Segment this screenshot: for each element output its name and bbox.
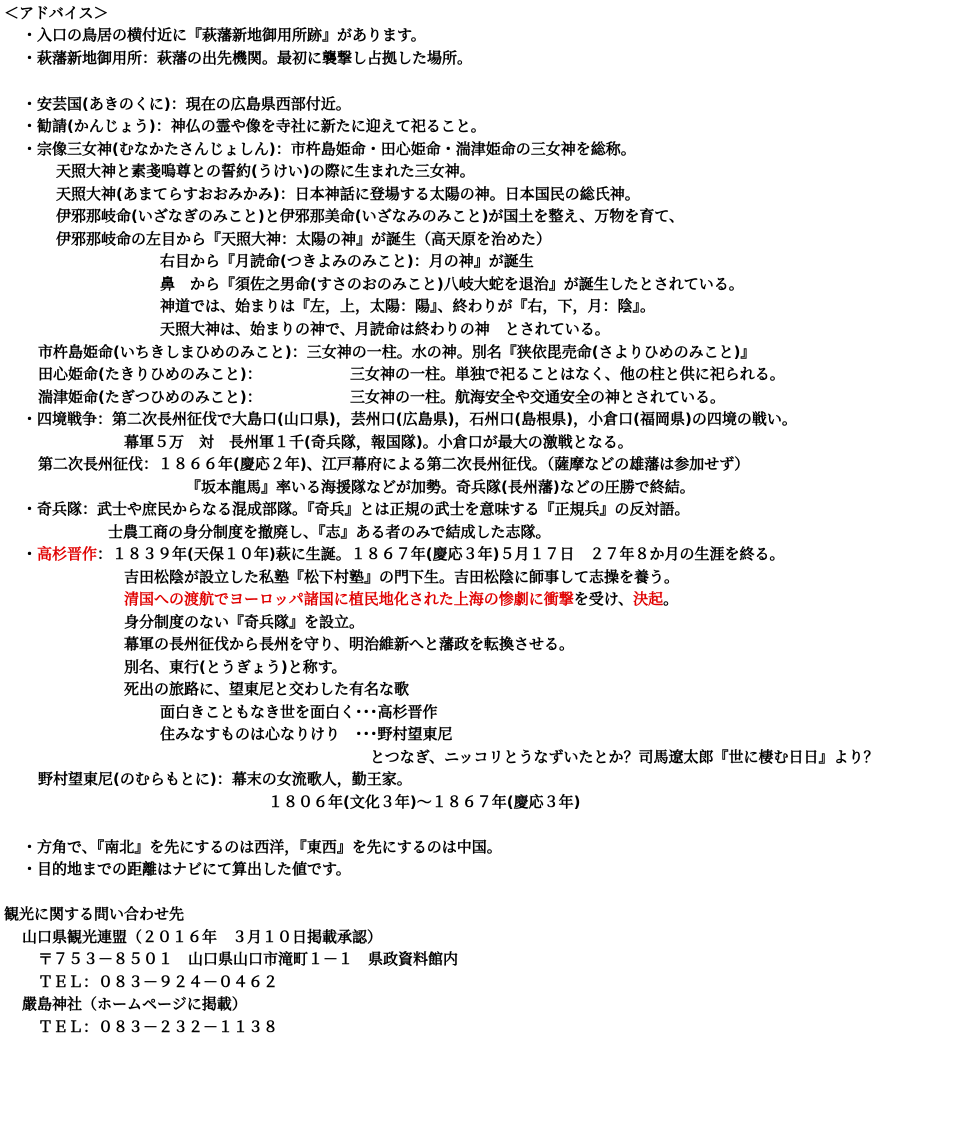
contact-org: 山口県観光連盟（２０１６年 ３月１０日掲載承認）: [22, 928, 383, 946]
advice-line: 湍津姫命(たぎつひめのみこと)：: [38, 388, 262, 406]
contact-address: 〒７５３－８５０１ 山口県山口市滝町１－１ 県政資料館内: [38, 950, 459, 968]
contact-org: 嚴島神社（ホームページに掲載）: [22, 995, 247, 1013]
takasugi-name: 高杉晋作: [37, 545, 98, 563]
advice-line: 天照大神は、始まりの神で、月読命は終わりの神 とされている。: [160, 320, 610, 338]
advice-line: ・四境戦争：第二次長州征伐で大島口(山口県)，芸州口(広島県)，石州口(島根県)，小倉口(福岡県)の四境の戦い。: [22, 410, 797, 428]
advice-line: 幕軍の長州征伐から長州を守り、明治維新へと藩政を転換させる。: [124, 635, 575, 653]
highlight-line: [124, 588, 678, 610]
advice-line: ・勧請(かんじょう)：神仏の霊や像を寺社に新たに迎えて祀ること。: [22, 117, 486, 135]
advice-line: 伊邪那岐命の左目から『天照大神：太陽の神』が誕生（高天原を治めた）: [56, 230, 552, 248]
contact-tel: ＴＥＬ：０８３－２３２－１１３８: [38, 1018, 279, 1036]
advice-line: 死出の旅路に、望東尼と交わした有名な歌: [124, 680, 410, 698]
advice-line: ・目的地までの距離はナビにて算出した値です。: [22, 860, 351, 878]
poem-line: 面白きこともなき世を面白く･･･高杉晋作: [160, 703, 438, 721]
takasugi-line: [22, 543, 784, 565]
advice-line: ・方角で、『南北』を先にするのは西洋，『東西』を先にするのは中国。: [22, 838, 502, 856]
advice-line: 天照大神と素戔嗚尊との誓約(うけい)の際に生まれた三女神。: [56, 162, 475, 180]
advice-line: 神道では、始まりは『左，上，太陽：陽』、終わりが『右，下，月：陰』。: [160, 297, 656, 315]
advice-line: ・萩藩新地御用所：萩藩の出先機関。最初に襲撃し占拠した場所。: [22, 49, 473, 67]
advice-line: 『坂本龍馬』率いる海援隊などが加勢。奇兵隊(長州藩)などの圧勝で終結。: [186, 478, 695, 496]
advice-line: とつなぎ、ニッコリとうなずいたとか？司馬遼太郎『世に棲む日日』より？: [370, 748, 879, 766]
advice-line: ・入口の鳥居の横付近に『萩藩新地御用所跡』があります。: [22, 26, 426, 44]
poem-line: 住みなすものは心なりけり ･･･野村望東尼: [160, 725, 453, 743]
advice-line: ・安芸国(あきのくに)：現在の広島県西部付近。: [22, 95, 351, 113]
advice-line: 第二次長州征伐：１８６６年(慶応２年)、江戸幕府による第二次長州征伐。（薩摩などの雄藩は参加せず）: [38, 455, 750, 473]
highlight-text: 清国への渡航でヨーロッパ諸国に植民地化された上海の惨劇に衝撃: [124, 590, 574, 608]
advice-line: 鼻 から『須佐之男命(すさのおのみこと)八岐大蛇を退治』が誕生したとされている。: [160, 275, 744, 293]
advice-line: 伊邪那岐命(いざなぎのみこと)と伊邪那美命(いざなみのみこと)が国土を整え、万物を育て、: [56, 207, 685, 225]
takasugi-bio: ：１８３９年(天保１０年)萩に生誕。１８６７年(慶応３年)５月１７日 ２７年８か月の生涯を終る。: [97, 545, 785, 563]
advice-line: 天照大神(あまてらすおおみかみ)：日本神話に登場する太陽の神。日本国民の総氏神。: [56, 185, 640, 203]
advice-line: 三女神の一柱。航海安全や交通安全の神とされている。: [350, 388, 726, 406]
advice-line: 三女神の一柱。単独で祀ることはなく、他の柱と供に祀られる。: [350, 365, 785, 383]
advice-heading: ＜アドバイス＞: [4, 4, 109, 22]
plain-text: 。: [663, 590, 679, 608]
advice-line: 右目から『月読命(つきよみのみこと)：月の神』が誕生: [160, 252, 534, 270]
advice-line: １８０６年(文化３年)～１８６７年(慶応３年): [268, 793, 581, 811]
advice-line: 市杵島姫命(いちきしまひめのみこと)：三女神の一柱。水の神。別名『狭依毘売命(さよりひめのみこと)』: [38, 343, 756, 361]
advice-line: ・宗像三女神(むなかたさんじょしん)：市杵島姫命・田心姫命・湍津姫命の三女神を総称。: [22, 140, 636, 158]
advice-line: 別名、東行(とうぎょう)と称す。: [124, 658, 347, 676]
advice-line: 田心姫命(たきりひめのみこと)：: [38, 365, 262, 383]
highlight-text: 決起: [633, 590, 664, 608]
contact-heading: 観光に関する問い合わせ先: [4, 905, 185, 923]
advice-line: 吉田松陰が設立した私塾『松下村塾』の門下生。吉田松陰に師事して志操を養う。: [124, 568, 680, 586]
contact-tel: ＴＥＬ：０８３－９２４－０４６２: [38, 973, 279, 991]
advice-line: 野村望東尼(のむらもとに)：幕末の女流歌人，勤王家。: [38, 770, 412, 788]
advice-line: 身分制度のない『奇兵隊』を設立。: [124, 613, 365, 631]
bullet: ・: [22, 545, 38, 563]
advice-line: 幕軍５万 対 長州軍１千(奇兵隊，報国隊)。小倉口が最大の激戦となる。: [124, 433, 633, 451]
advice-line: 士農工商の身分制度を撤廃し、『志』ある者のみで結成した志隊。: [108, 523, 551, 541]
plain-text: を受け、: [573, 590, 634, 608]
advice-line: ・奇兵隊：武士や庶民からなる混成部隊。『奇兵』とは正規の武士を意味する『正規兵』の反対語。: [22, 500, 690, 518]
